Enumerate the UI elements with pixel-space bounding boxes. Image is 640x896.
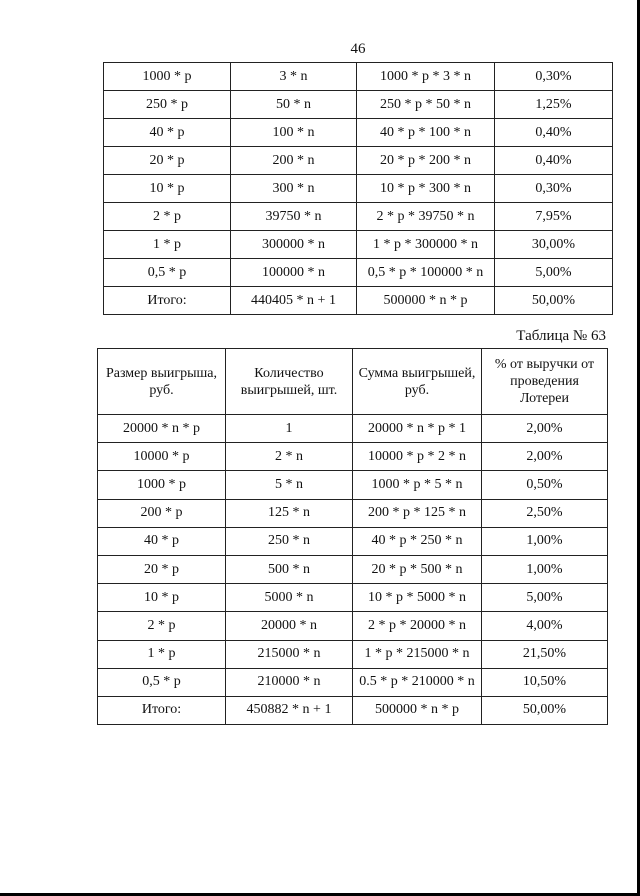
table-row [98, 584, 608, 612]
cell-prize-sum: 20 * р * 200 * n [357, 147, 495, 175]
cell-prize-count: 3 * n [231, 63, 357, 91]
cell-prize-sum: 2 * р * 39750 * n [357, 203, 495, 231]
cell-prize-size: 20 * р [98, 555, 226, 583]
cell-prize-sum: 500000 * n * р [353, 696, 482, 724]
cell-prize-size: 1000 * р [98, 471, 226, 499]
cell-prize-count: 215000 * n [226, 640, 353, 668]
cell-prize-size: 2 * р [104, 203, 231, 231]
cell-revenue-percent: 1,00% [482, 527, 608, 555]
cell-prize-count: 50 * n [231, 91, 357, 119]
table-caption: Таблица № 63 [516, 328, 606, 344]
cell-prize-size: 0,5 * р [104, 259, 231, 287]
cell-prize-sum: 0,5 * р * 100000 * n [357, 259, 495, 287]
table-row [98, 555, 608, 583]
table-row [104, 175, 613, 203]
cell-prize-count: 300 * n [231, 175, 357, 203]
cell-revenue-percent: 1,25% [495, 91, 613, 119]
cell-prize-size: 40 * р [98, 527, 226, 555]
cell-revenue-percent: 7,95% [495, 203, 613, 231]
cell-prize-size: 200 * р [98, 499, 226, 527]
cell-prize-count: 250 * n [226, 527, 353, 555]
cell-prize-size: Итого: [98, 696, 226, 724]
cell-prize-size: 1000 * р [104, 63, 231, 91]
cell-revenue-percent: 30,00% [495, 231, 613, 259]
header-prize-count: Количество выигрышей, шт. [226, 349, 353, 415]
header-prize-sum: Сумма выигрышей, руб. [353, 349, 482, 415]
cell-prize-sum: 40 * р * 100 * n [357, 119, 495, 147]
cell-prize-sum: 250 * р * 50 * n [357, 91, 495, 119]
cell-prize-sum: 10000 * р * 2 * n [353, 443, 482, 471]
header-prize-size: Размер выигрыша, руб. [98, 349, 226, 415]
table-row [98, 612, 608, 640]
table-row [104, 287, 613, 315]
page-number: 46 [350, 41, 366, 57]
cell-prize-sum: 40 * р * 250 * n [353, 527, 482, 555]
cell-revenue-percent: 5,00% [495, 259, 613, 287]
cell-prize-sum: 10 * р * 5000 * n [353, 584, 482, 612]
cell-revenue-percent: 50,00% [495, 287, 613, 315]
table-row [104, 203, 613, 231]
table-row [104, 63, 613, 91]
cell-prize-count: 210000 * n [226, 668, 353, 696]
table-header-row [98, 349, 608, 415]
cell-revenue-percent: 0,40% [495, 147, 613, 175]
table-row [104, 91, 613, 119]
cell-revenue-percent: 21,50% [482, 640, 608, 668]
cell-prize-count: 200 * n [231, 147, 357, 175]
cell-prize-sum: 1000 * р * 5 * n [353, 471, 482, 499]
table-row [104, 147, 613, 175]
cell-prize-size: 0,5 * р [98, 668, 226, 696]
cell-revenue-percent: 2,00% [482, 443, 608, 471]
cell-revenue-percent: 2,50% [482, 499, 608, 527]
cell-prize-sum: 1 * р * 215000 * n [353, 640, 482, 668]
cell-prize-size: 1 * р [104, 231, 231, 259]
cell-prize-sum: 500000 * n * р [357, 287, 495, 315]
prize-table-continued [103, 62, 613, 315]
cell-prize-count: 100000 * n [231, 259, 357, 287]
cell-prize-sum: 1000 * р * 3 * n [357, 63, 495, 91]
cell-revenue-percent: 2,00% [482, 415, 608, 443]
table-row [104, 259, 613, 287]
table-row [98, 471, 608, 499]
cell-prize-sum: 20 * р * 500 * n [353, 555, 482, 583]
cell-prize-count: 20000 * n [226, 612, 353, 640]
cell-prize-size: 2 * р [98, 612, 226, 640]
table-row [98, 696, 608, 724]
cell-prize-size: 1 * р [98, 640, 226, 668]
cell-prize-count: 2 * n [226, 443, 353, 471]
cell-prize-size: 10 * р [98, 584, 226, 612]
table-row [98, 415, 608, 443]
prize-table-63 [97, 348, 608, 725]
cell-prize-size: 10000 * р [98, 443, 226, 471]
cell-prize-count: 5 * n [226, 471, 353, 499]
cell-prize-size: 250 * р [104, 91, 231, 119]
table-row [104, 119, 613, 147]
cell-prize-sum: 10 * р * 300 * n [357, 175, 495, 203]
cell-prize-sum: 200 * р * 125 * n [353, 499, 482, 527]
cell-prize-count: 5000 * n [226, 584, 353, 612]
cell-prize-size: 10 * р [104, 175, 231, 203]
table-row [98, 499, 608, 527]
cell-prize-count: 300000 * n [231, 231, 357, 259]
cell-prize-size: 20 * р [104, 147, 231, 175]
cell-prize-size: Итого: [104, 287, 231, 315]
cell-revenue-percent: 1,00% [482, 555, 608, 583]
cell-revenue-percent: 4,00% [482, 612, 608, 640]
header-revenue-percent: % от выручки от проведения Лотереи [482, 349, 608, 415]
cell-prize-count: 39750 * n [231, 203, 357, 231]
cell-revenue-percent: 50,00% [482, 696, 608, 724]
cell-prize-sum: 20000 * n * р * 1 [353, 415, 482, 443]
cell-prize-size: 20000 * n * р [98, 415, 226, 443]
cell-revenue-percent: 0,30% [495, 63, 613, 91]
table-row [104, 231, 613, 259]
cell-prize-count: 440405 * n + 1 [231, 287, 357, 315]
cell-revenue-percent: 5,00% [482, 584, 608, 612]
cell-prize-count: 100 * n [231, 119, 357, 147]
table-row [98, 668, 608, 696]
cell-revenue-percent: 10,50% [482, 668, 608, 696]
table-row [98, 640, 608, 668]
table-row [98, 443, 608, 471]
cell-prize-count: 500 * n [226, 555, 353, 583]
cell-revenue-percent: 0,30% [495, 175, 613, 203]
cell-prize-count: 1 [226, 415, 353, 443]
cell-prize-count: 450882 * n + 1 [226, 696, 353, 724]
cell-prize-count: 125 * n [226, 499, 353, 527]
cell-prize-sum: 1 * р * 300000 * n [357, 231, 495, 259]
cell-revenue-percent: 0,50% [482, 471, 608, 499]
cell-prize-size: 40 * р [104, 119, 231, 147]
table-row [98, 527, 608, 555]
cell-revenue-percent: 0,40% [495, 119, 613, 147]
cell-prize-sum: 0.5 * р * 210000 * n [353, 668, 482, 696]
cell-prize-sum: 2 * р * 20000 * n [353, 612, 482, 640]
